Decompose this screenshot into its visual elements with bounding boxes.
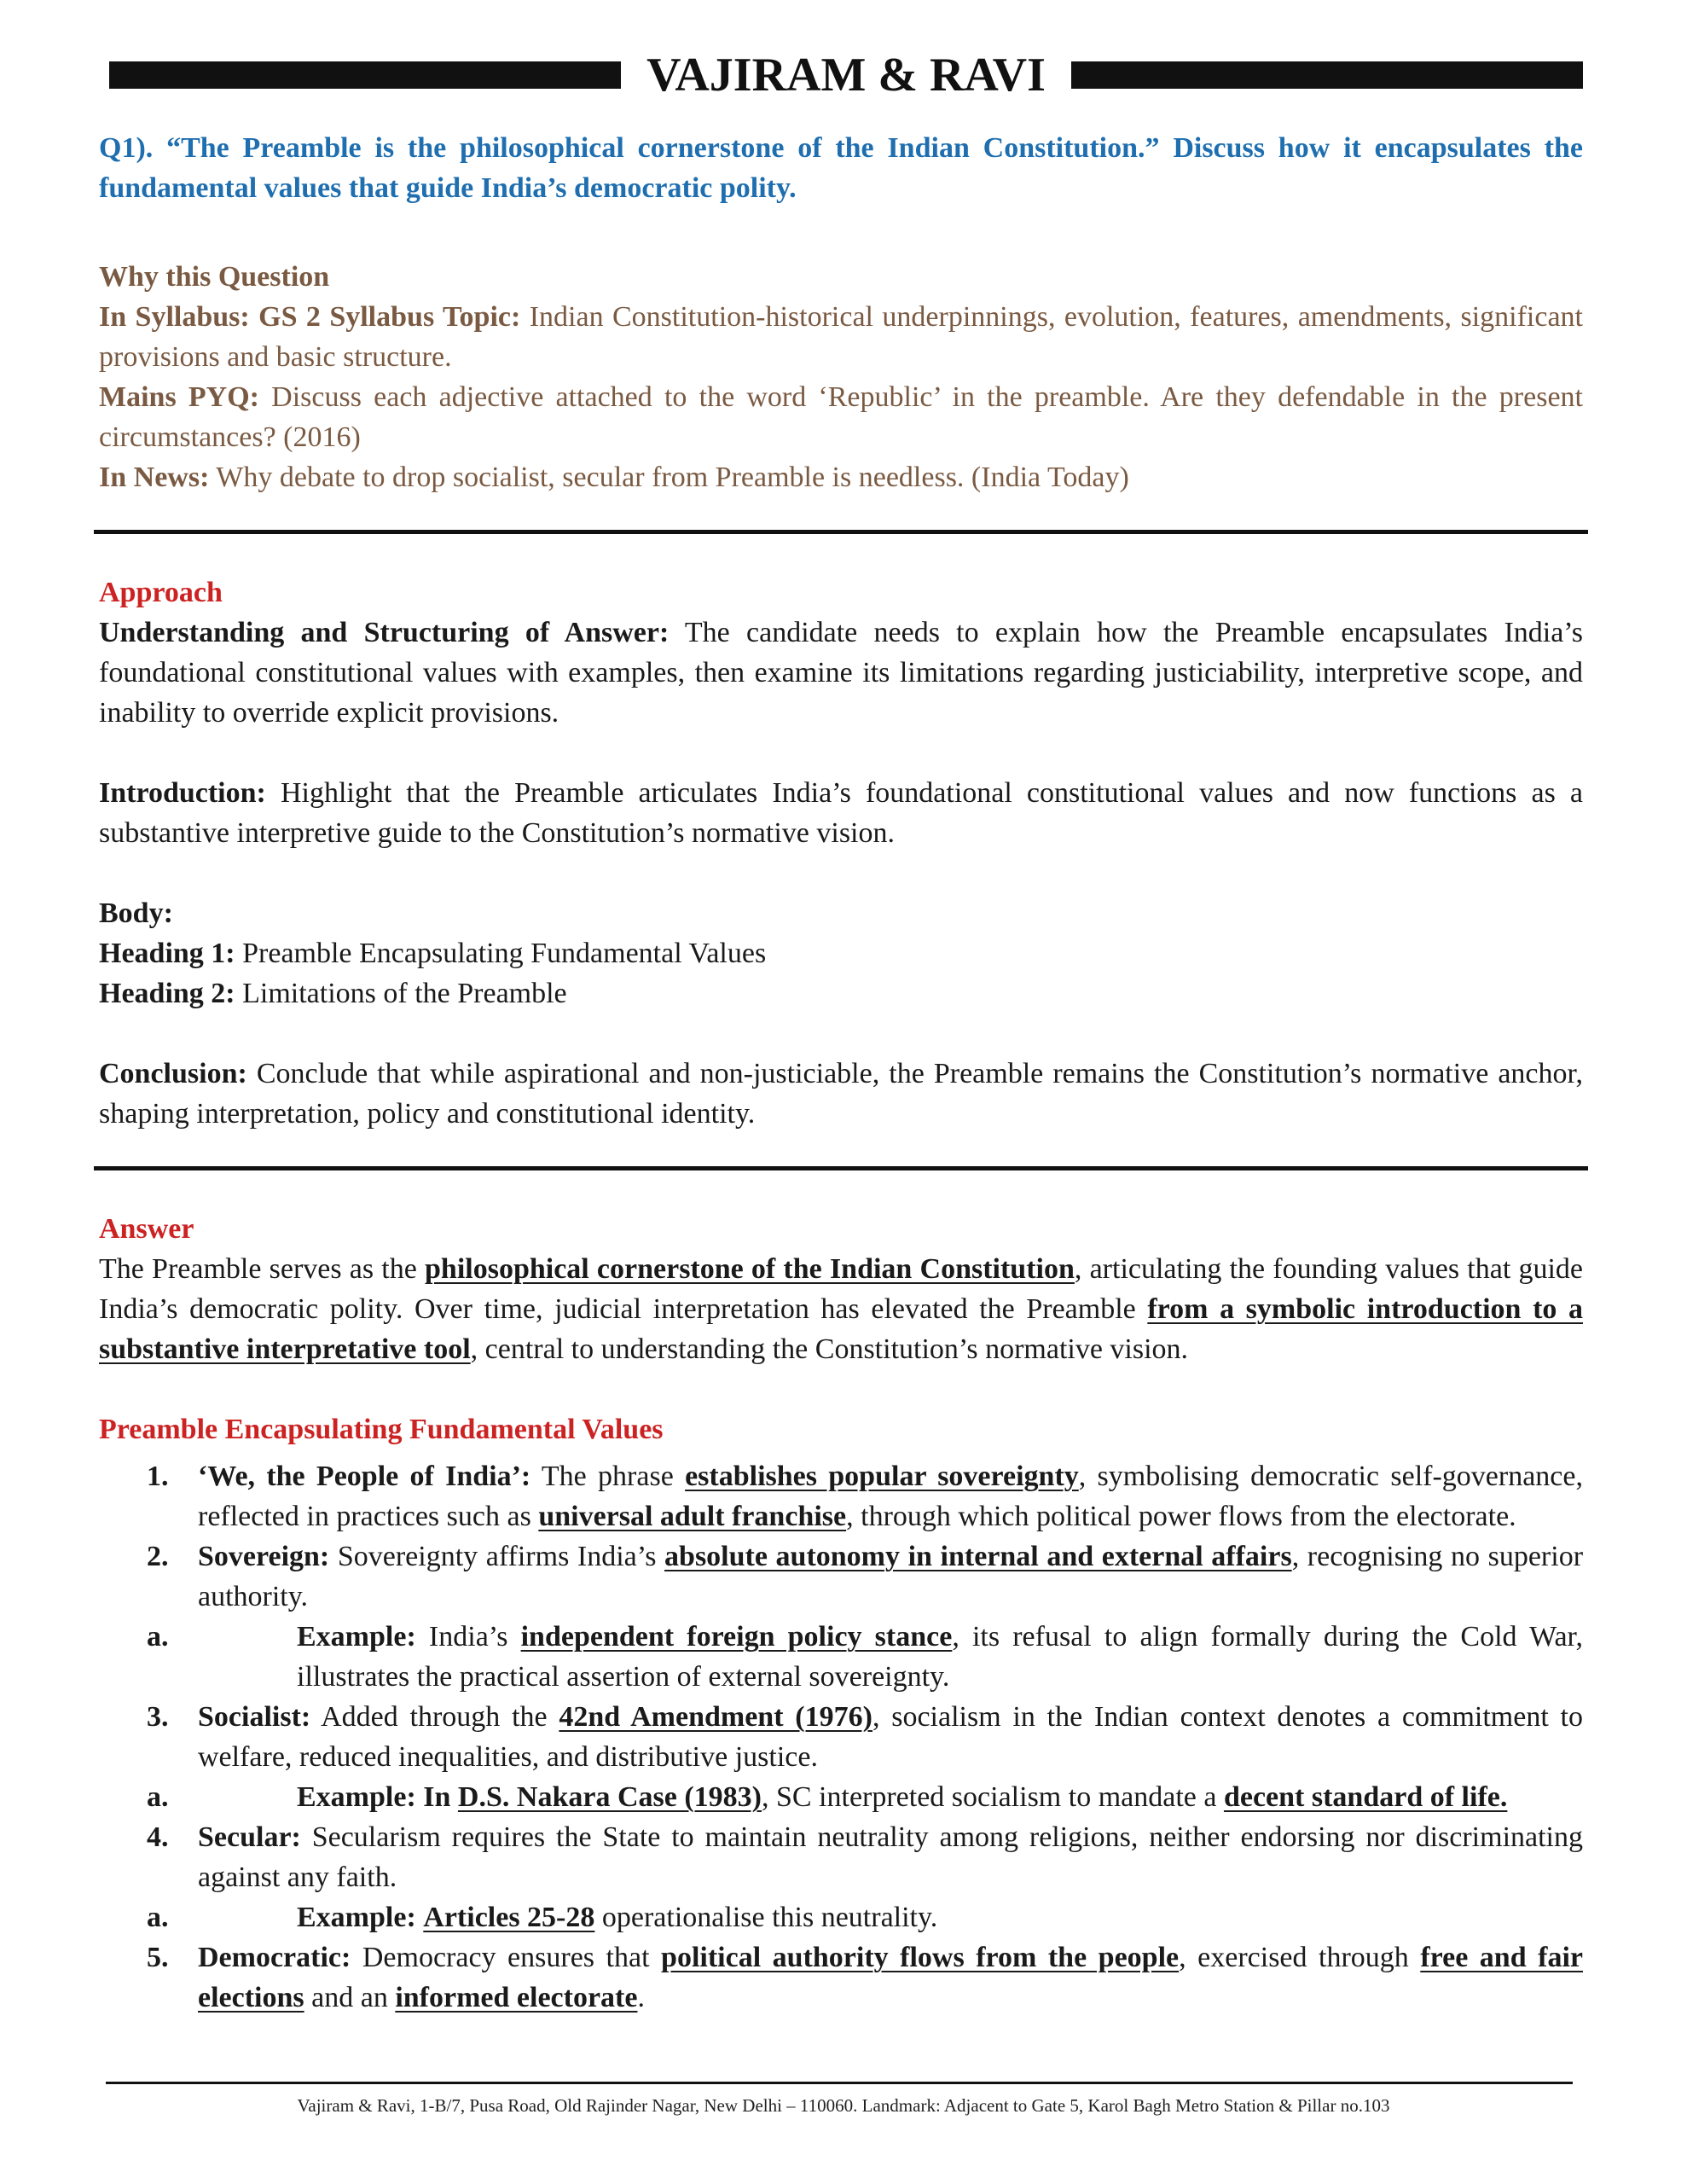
sub-item-key: Articles 25-28	[423, 1902, 595, 1933]
sub-item-text: India’s	[415, 1621, 521, 1653]
sub-item-label: Example:	[297, 1902, 416, 1933]
sub-item-letter: a.	[147, 1781, 169, 1813]
item-label: Secular:	[198, 1821, 301, 1853]
pyq-label: Mains PYQ:	[99, 381, 259, 413]
footer-address: Vajiram & Ravi, 1-B/7, Pusa Road, Old Rajinder Nagar, New Delhi – 110060. Landmark: Adjacent to Gate 5, Karol Bagh Metro Station & Pillar no.103	[297, 2095, 1390, 2116]
pyq-text: Discuss each adjective attached to the word ‘Republic’ in the preamble. Are they defendable in the present circumstances? (2016)	[99, 381, 1583, 453]
sub-item	[99, 1897, 1583, 1937]
header-bar-left	[109, 61, 621, 89]
item-text: , symbolising democratic self-governance, reflected in practices such as	[198, 1461, 1583, 1532]
item-key: political authority flows from the people	[661, 1942, 1180, 1973]
sub-item-text	[416, 1902, 424, 1933]
answer-text-2: , articulating the founding values that guide India’s democratic polity. Over time, judicial interpretation has elevated the Preamble	[99, 1253, 1584, 1325]
item-text: , recognising no superior authority.	[198, 1541, 1584, 1612]
sub-item	[99, 1617, 1583, 1697]
answer-key-2: from a symbolic introduction to a substantive interpretative tool	[99, 1293, 1583, 1365]
understanding-text: The candidate needs to explain how the Preamble encapsulates India’s foundational constitutional values with examples, then examine its limitations regarding justiciability, interpretive scope, and inability to override explicit provisions.	[99, 617, 1583, 729]
heading2-text: Limitations of the Preamble	[235, 978, 567, 1009]
heading1-line	[99, 933, 1583, 973]
pyq-line	[99, 377, 1583, 457]
heading2-label: Heading 2:	[99, 978, 235, 1009]
answer-text-3: , central to understanding the Constitution’s normative vision.	[470, 1333, 1189, 1365]
list-item	[99, 1937, 1583, 2018]
heading1-label: Heading 1:	[99, 938, 235, 969]
syllabus-text: Indian Constitution-historical underpinnings, evolution, features, amendments, significant provisions and basic structure.	[99, 301, 1583, 373]
sub-item-text: , SC interpreted socialism to mandate a	[761, 1781, 1224, 1813]
introduction-text: Highlight that the Preamble articulates India’s foundational constitutional values and now functions as a substantive interpretive guide to the Constitution’s normative vision.	[99, 777, 1583, 849]
item-label: ‘We, the People of India’:	[198, 1461, 531, 1492]
approach-heading: Approach	[99, 577, 223, 608]
sub-item-text: operationalise this neutrality.	[594, 1902, 938, 1933]
item-label: Sovereign:	[198, 1541, 330, 1572]
item-number: 3.	[147, 1701, 169, 1733]
divider-2	[94, 1166, 1588, 1170]
conclusion-text: Conclude that while aspirational and non-justiciable, the Preamble remains the Constitution’s normative anchor, shaping interpretation, policy and constitutional identity.	[99, 1058, 1583, 1130]
answer-intro	[99, 1249, 1583, 1369]
sub-item-label: Example:	[297, 1621, 416, 1653]
answer-section	[99, 1209, 1583, 2018]
sub-item-key: D.S. Nakara Case (1983)	[457, 1781, 762, 1813]
sub-item-key: decent standard of life.	[1223, 1781, 1508, 1813]
brand-title: VAJIRAM & RAVI	[646, 49, 1046, 102]
list-item	[99, 1536, 1583, 1697]
question-text: Q1). “The Preamble is the philosophical cornerstone of the Indian Constitution.” Discuss how it encapsulates the fundamental values that guide India’s democratic polity.	[99, 132, 1583, 204]
item-text: , socialism in the Indian context denotes a commitment to welfare, reduced inequalities, and distributive justice.	[198, 1701, 1583, 1773]
body-label-line	[99, 893, 1583, 933]
item-number: 5.	[147, 1942, 169, 1973]
item-key: absolute autonomy in internal and external affairs	[664, 1541, 1292, 1572]
section-heading: Preamble Encapsulating Fundamental Values	[99, 1414, 664, 1445]
news-label: In News:	[99, 462, 210, 493]
item-text: Democracy ensures that	[351, 1942, 662, 1973]
item-key: universal adult franchise	[538, 1501, 847, 1532]
page-header	[109, 49, 1583, 107]
item-number: 1.	[147, 1461, 169, 1492]
divider-1	[94, 530, 1588, 534]
understanding-label: Understanding and Structuring of Answer:	[99, 617, 670, 648]
item-text: Added through the	[310, 1701, 559, 1733]
item-text: Secularism requires the State to maintain neutrality among religions, neither endorsing nor discriminating against any faith.	[198, 1821, 1583, 1893]
syllabus-line	[99, 297, 1583, 377]
sub-item-key: independent foreign policy stance	[520, 1621, 953, 1653]
understanding-line	[99, 613, 1583, 733]
footer-divider	[106, 2082, 1573, 2084]
why-heading: Why this Question	[99, 261, 330, 293]
values-list	[99, 1456, 1583, 2018]
conclusion-label: Conclusion:	[99, 1058, 247, 1089]
why-this-question	[99, 257, 1583, 497]
conclusion-line	[99, 1054, 1583, 1134]
item-label: Democratic:	[198, 1942, 351, 1973]
list-item	[99, 1456, 1583, 1536]
news-line	[99, 457, 1583, 497]
sub-item-letter: a.	[147, 1902, 169, 1933]
introduction-line	[99, 773, 1583, 853]
item-number: 2.	[147, 1541, 169, 1572]
item-key: informed electorate	[395, 1982, 638, 2013]
heading1-text: Preamble Encapsulating Fundamental Values	[235, 938, 767, 969]
answer-text-1: The Preamble serves as the	[99, 1253, 425, 1285]
answer-key-1: philosophical cornerstone of the Indian Constitution	[425, 1253, 1075, 1285]
item-key: free and fair elections	[198, 1942, 1583, 2013]
item-text: Sovereignty affirms India’s	[329, 1541, 665, 1572]
answer-heading: Answer	[99, 1213, 194, 1245]
sub-item-text: , its refusal to align formally during the Cold War, illustrates the practical assertion of external sovereignty.	[297, 1621, 1583, 1693]
item-key: 42nd Amendment (1976)	[559, 1701, 872, 1733]
introduction-label: Introduction:	[99, 777, 266, 809]
heading2-line	[99, 973, 1583, 1014]
approach-section	[99, 572, 1583, 1134]
item-text: , through which political power flows from the electorate.	[846, 1501, 1516, 1532]
item-text: .	[637, 1982, 645, 2013]
list-item	[99, 1697, 1583, 1817]
item-key: establishes popular sovereignty	[685, 1461, 1079, 1492]
news-text: Why debate to drop socialist, secular from Preamble is needless. (India Today)	[209, 462, 1129, 493]
item-number: 4.	[147, 1821, 169, 1853]
item-text: The phrase	[530, 1461, 686, 1492]
sub-item	[99, 1777, 1583, 1817]
sub-item-letter: a.	[147, 1621, 169, 1653]
list-item	[99, 1817, 1583, 1937]
item-text: and an	[304, 1982, 396, 2013]
syllabus-label: In Syllabus: GS 2 Syllabus Topic:	[99, 301, 521, 333]
body-label: Body:	[99, 897, 173, 929]
header-bar-right	[1071, 61, 1583, 89]
document-body	[99, 128, 1583, 2018]
sub-item-label: Example: In	[297, 1781, 458, 1813]
item-text: , exercised through	[1179, 1942, 1421, 1973]
item-label: Socialist:	[198, 1701, 311, 1733]
